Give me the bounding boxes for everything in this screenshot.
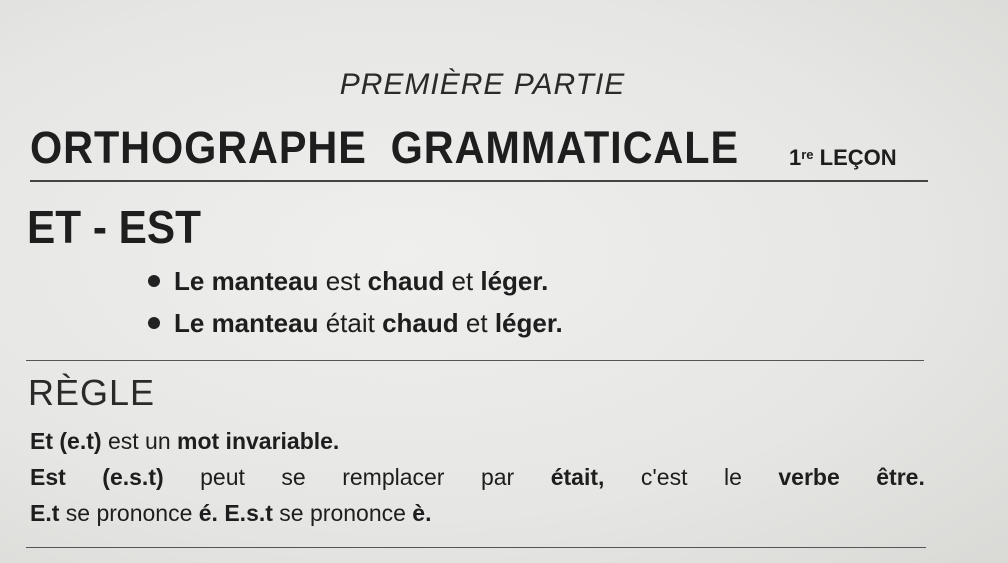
example-sentence: Le manteau était chaud et léger. [148,304,563,346]
lesson-label: LEÇON [819,145,897,170]
examples-list [148,262,563,346]
rule-word: se [281,464,306,490]
main-title [30,122,739,174]
rule-line-1: Et (e.t) est un mot invariable. [30,428,340,454]
divider-middle [26,360,924,361]
bullet-icon [148,317,160,329]
rule-word: Est [30,464,66,490]
divider-bottom [26,547,926,548]
bullet-icon [148,275,160,287]
lesson-number-digit: 1 [789,145,802,170]
rule-word: peut [200,464,245,490]
lesson-number [789,145,897,171]
lesson-number-suffix: re [801,147,814,162]
rule-word: être. [876,464,925,490]
rule-word: verbe [778,464,840,490]
rule-word: (e.s.t) [102,464,164,490]
rule-word: c'est [640,464,688,490]
main-title-word-1: ORTHOGRAPHE [30,122,367,173]
rule-text [30,424,925,532]
lesson-subject: ET - EST [27,201,201,253]
rule-line-2 [30,460,925,496]
main-title-word-2: GRAMMATICALE [390,122,739,173]
rule-line-3: E.t se prononce é. E.s.t se prononce è. [30,500,432,526]
rule-word: remplacer [342,464,445,490]
part-title: PREMIÈRE PARTIE [339,68,626,101]
rule-word: était, [550,464,605,490]
rule-word: par [480,464,515,490]
rule-heading: RÈGLE [28,372,156,413]
example-sentence: Le manteau est chaud et léger. [148,262,563,304]
divider-top [30,180,928,182]
rule-word: le [723,464,742,490]
